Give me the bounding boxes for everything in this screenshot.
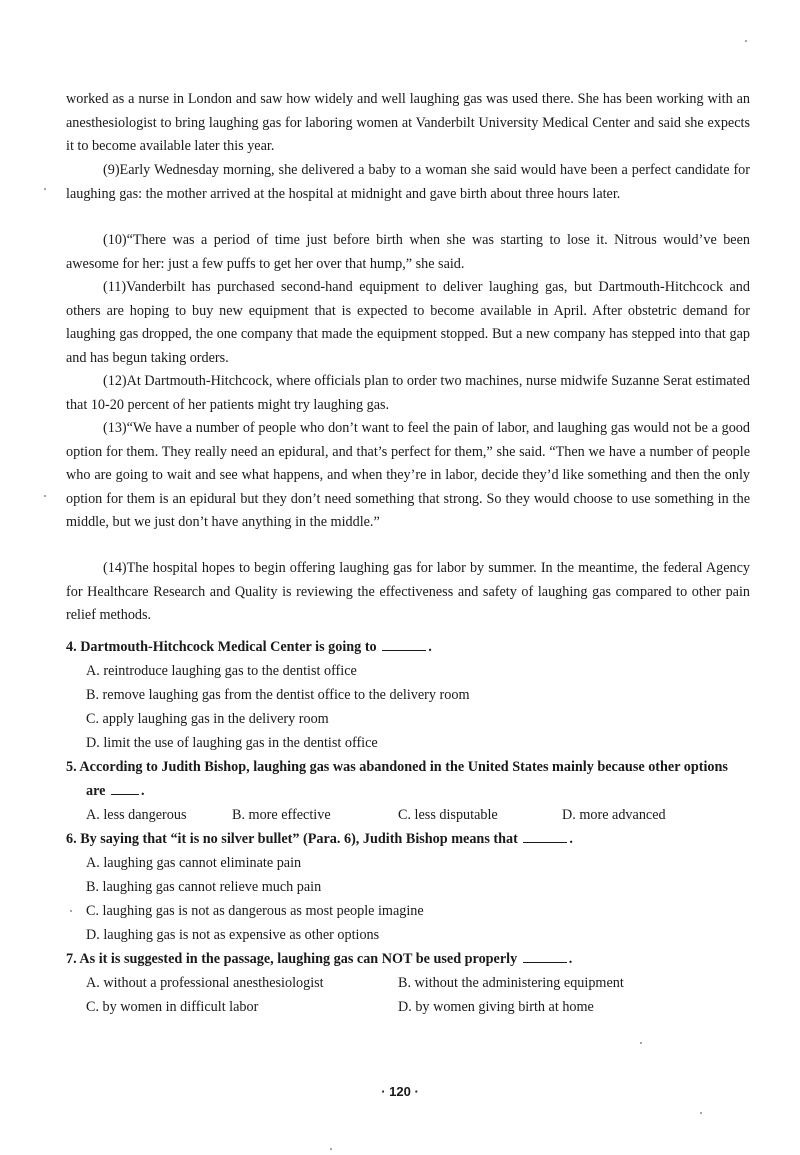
- answer-blank: [523, 949, 567, 963]
- question-6-option-c[interactable]: C. laughing gas is not as dangerous as most people imagine: [86, 903, 424, 919]
- question-6-option-a[interactable]: A. laughing gas cannot eliminate pain: [86, 855, 302, 871]
- scan-speck: [745, 40, 747, 42]
- answer-blank: [382, 637, 426, 651]
- page-number: · 120 ·: [381, 1084, 419, 1099]
- question-7-option-a[interactable]: A. without a professional anesthesiologist: [86, 975, 324, 991]
- scan-speck: [640, 1042, 642, 1044]
- question-7-option-c[interactable]: C. by women in difficult labor: [86, 999, 259, 1015]
- passage-paragraph-12: (12)At Dartmouth-Hitchcock, where officials plan to order two machines, nurse midwife Suzanne Serat estimated that 10-20 percent of her patients might try laughing gas.: [66, 373, 750, 413]
- passage-paragraph-14: (14)The hospital hopes to begin offering laughing gas for labor by summer. In the meantime, the federal Agency for Healthcare Research and Quality is reviewing the effectiveness and safety of laughing gas compared to other pain relief methods.: [66, 560, 750, 623]
- question-5-option-b[interactable]: B. more effective: [232, 807, 331, 823]
- question-7-stem: [66, 948, 750, 972]
- question-7-option-d[interactable]: D. by women giving birth at home: [398, 999, 594, 1015]
- question-4-stem: [66, 636, 750, 660]
- scan-speck: [44, 495, 46, 497]
- question-6-text: 6. By saying that “it is no silver bullet” (Para. 6), Judith Bishop means that: [66, 831, 518, 847]
- question-4-text: 4. Dartmouth-Hitchcock Medical Center is going to: [66, 639, 377, 655]
- passage-paragraph-11: (11)Vanderbilt has purchased second-hand equipment to deliver laughing gas, but Dartmouth-Hitchcock and others are hoping to buy new equipment that is expected to become available in April. After obstetric demand for laughing gas dropped, the one company that made the equipment stopped. But a new company has stepped into that gap and has begun taking orders.: [66, 279, 750, 366]
- question-4-option-d[interactable]: D. limit the use of laughing gas in the dentist office: [86, 735, 378, 751]
- question-5-option-a[interactable]: A. less dangerous: [86, 807, 187, 823]
- question-4-option-b[interactable]: B. remove laughing gas from the dentist office to the delivery room: [86, 687, 470, 703]
- question-4-option-a[interactable]: A. reintroduce laughing gas to the dentist office: [86, 663, 357, 679]
- passage-paragraph-10: (10)“There was a period of time just before birth when she was starting to lose it. Nitrous would’ve been awesome for her: just a few puffs to get her over that hump,” she said.: [66, 232, 750, 272]
- question-7-text: 7. As it is suggested in the passage, laughing gas can NOT be used properly: [66, 951, 518, 967]
- question-5-stem: [66, 756, 750, 803]
- question-5-end: .: [140, 782, 145, 799]
- question-5-option-c[interactable]: C. less disputable: [398, 807, 498, 823]
- question-6-stem: [66, 828, 750, 852]
- question-6-end: .: [569, 831, 573, 847]
- question-7-option-b[interactable]: B. without the administering equipment: [398, 975, 624, 991]
- question-4-end: .: [428, 639, 432, 655]
- passage-paragraph-13: (13)“We have a number of people who don’t want to feel the pain of labor, and laughing gas would not be a good option for them. They really need an epidural, and that’s perfect for them,” she said. “Then we have a number of people who are going to wait and see what happens, and when they’re in labor, decide they’d like something and then the only option for them is an epidural but they don’t need something that strong. So they would choose to use something in the middle, but we just don’t have anything in the middle.”: [66, 420, 750, 530]
- scan-speck: [44, 188, 46, 190]
- passage-paragraph-9: (9)Early Wednesday morning, she delivered a baby to a woman she said would have been a perfect candidate for laughing gas: the mother arrived at the hospital at midnight and gave birth about three hours later.: [66, 162, 750, 202]
- scan-speck: [70, 910, 72, 912]
- question-7-end: .: [568, 951, 573, 967]
- answer-blank: [111, 781, 139, 795]
- question-5-option-d[interactable]: D. more advanced: [562, 807, 666, 823]
- passage-paragraph-continued: worked as a nurse in London and saw how widely and well laughing gas was used there. She has been working with an anesthesiologist to bring laughing gas for laboring women at Vanderbilt University Medical Center and said she expects it to become available later this year.: [66, 91, 750, 154]
- question-6-option-d[interactable]: D. laughing gas is not as expensive as other options: [86, 927, 380, 943]
- scan-speck: [330, 1148, 332, 1150]
- scan-speck: [700, 1112, 702, 1114]
- question-5-text: 5. According to Judith Bishop, laughing gas was abandoned in the United States mainly because other options are: [66, 759, 728, 799]
- question-6-option-b[interactable]: B. laughing gas cannot relieve much pain: [86, 879, 322, 895]
- question-4-option-c[interactable]: C. apply laughing gas in the delivery room: [86, 711, 329, 727]
- answer-blank: [523, 829, 567, 843]
